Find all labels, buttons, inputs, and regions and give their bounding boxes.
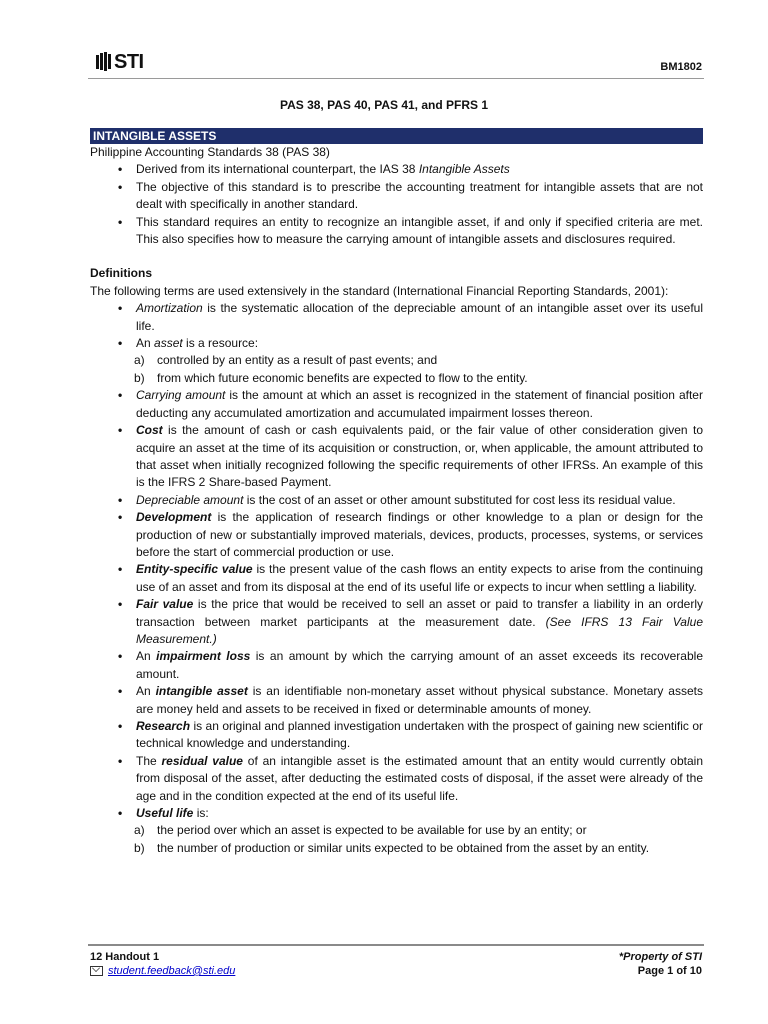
handout-label: 12 Handout 1 xyxy=(90,951,160,963)
sti-logo xyxy=(96,50,144,74)
definition-residual-value: • The residual value of an intangible asset is the estimated amount that an entity would currently obtain from disposal of the asset, after deducting the estimated costs of disposal, if the asset were already of the age and in the condition expected at the end of its useful life. xyxy=(90,753,703,805)
logo-text: STI xyxy=(114,50,144,73)
mail-icon xyxy=(90,966,103,976)
asset-sublist xyxy=(90,352,703,387)
definition-depreciable-amount: • Depreciable amount is the cost of an asset or other amount substituted for cost less its residual value. xyxy=(90,492,703,509)
feedback-contact xyxy=(90,965,235,977)
definition-research: • Research is an original and planned investigation undertaken with the prospect of gaining new scientific or technical knowledge and understanding. xyxy=(90,718,703,753)
definition-useful-life: • Useful life is: a) the period over which an asset is expected to be available for use by an entity; or b) the number of production or similar units expected to be obtained from the asset by an entity. xyxy=(90,805,703,857)
section-subtitle: Philippine Accounting Standards 38 (PAS 38) xyxy=(90,145,330,159)
definition-carrying-amount: • Carrying amount is the amount at which an asset is recognized in the statement of financial position after deducting any accumulated amortization and accumulated impairment losses thereon. xyxy=(90,387,703,422)
definition-asset: • An asset is a resource: a) controlled by an entity as a result of past events; and b) from which future economic benefits are expected to flow to the entity. xyxy=(90,335,703,387)
document-title: PAS 38, PAS 40, PAS 41, and PFRS 1 xyxy=(279,98,489,112)
feedback-email-link[interactable]: student.feedback@sti.edu xyxy=(108,965,236,977)
header-rule xyxy=(88,78,704,79)
sti-logo-icon xyxy=(96,52,112,72)
page-number: Page 1 of 10 xyxy=(637,965,702,977)
definition-development: • Development is the application of research findings or other knowledge to a plan or design for the production of new or substantially improved materials, devices, products, processes, systems, or services before the start of commercial production or use. xyxy=(90,509,703,561)
list-item: a) the period over which an asset is expected to be available for use by an entity; or xyxy=(134,823,587,838)
footer-rule xyxy=(88,944,704,946)
definition-entity-specific-value: • Entity-specific value is the present value of the cash flows an entity expects to arise from the continuing use of an asset and from its disposal at the end of its useful life or expects to incur when settling a liability. xyxy=(90,561,703,596)
list-item: a) controlled by an entity as a result of past events; and xyxy=(134,353,438,368)
definitions-heading: Definitions xyxy=(90,266,152,281)
list-item: • The objective of this standard is to prescribe the accounting treatment for intangible assets that are not dealt with specifically in another standard. xyxy=(90,179,703,214)
list-item: • This standard requires an entity to recognize an intangible asset, if and only if specified criteria are met. This also specifies how to measure the carrying amount of intangible assets and disclosures required. xyxy=(90,214,703,249)
definition-fair-value: • Fair value is the price that would be received to sell an asset or paid to transfer a liability in an orderly transaction between market participants at the measurement date. (See IFRS 13 Fair Value Measurement.) xyxy=(90,596,703,648)
section-heading: INTANGIBLE ASSETS xyxy=(90,128,703,144)
definitions-list xyxy=(90,300,703,857)
intro-list xyxy=(90,161,703,248)
definition-amortization: • Amortization is the systematic allocation of the depreciable amount of an intangible asset over its useful life. xyxy=(90,300,703,335)
list-item: • Derived from its international counterpart, the IAS 38 Intangible Assets xyxy=(90,161,703,178)
definition-intangible-asset: • An intangible asset is an identifiable non-monetary asset without physical substance. Monetary assets are money held and assets to be received in fixed or determinable amounts of money. xyxy=(90,683,703,718)
definition-cost: • Cost is the amount of cash or cash equivalents paid, or the fair value of other consideration given to acquire an asset at the time of its acquisition or construction, or, when applicable, the amount attributed to that asset when initially recognized following the specific requirements of other IFRSs. An example of this is the IFRS 2 Share-based Payment. xyxy=(90,422,703,492)
definitions-intro: The following terms are used extensively in the standard (International Financial Reporting Standards, 2001): xyxy=(90,283,669,298)
document-code: BM1802 xyxy=(660,61,702,73)
useful-life-sublist xyxy=(90,822,703,857)
definition-impairment-loss: • An impairment loss is an amount by which the carrying amount of an asset exceeds its recoverable amount. xyxy=(90,648,703,683)
list-item: b) from which future economic benefits are expected to flow to the entity. xyxy=(134,370,528,385)
property-notice: *Property of STI xyxy=(618,951,702,963)
list-item: b) the number of production or similar units expected to be obtained from the asset by an entity. xyxy=(134,840,650,855)
document-body xyxy=(90,128,703,857)
